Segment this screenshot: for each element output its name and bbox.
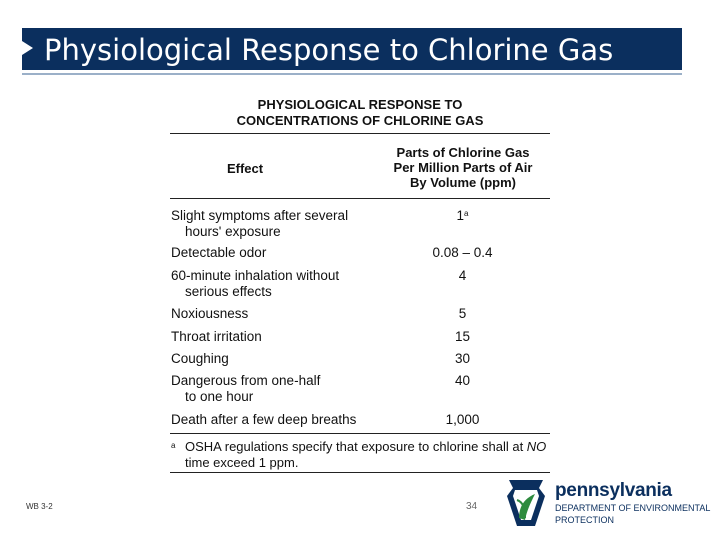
- table-top-rule: [170, 133, 550, 134]
- row-effect-line1: Noxiousness: [171, 306, 249, 321]
- row-effect-line2: hours' exposure: [185, 224, 281, 239]
- row-effect-line1: Throat irritation: [171, 329, 262, 344]
- row-effect-line1: Dangerous from one-half: [171, 373, 321, 388]
- table-row: [171, 268, 381, 300]
- slide-title: Physiological Response to Chlorine Gas: [44, 33, 614, 67]
- row-effect-line1: Death after a few deep breaths: [171, 412, 357, 427]
- table-title-line2: CONCENTRATIONS OF CHLORINE GAS: [236, 113, 484, 128]
- column-header-ppm: [378, 145, 548, 190]
- row-value: 5: [458, 306, 467, 321]
- footnote-superscript: a: [464, 209, 469, 218]
- row-effect-line1: Slight symptoms after several: [171, 208, 349, 223]
- row-value: 1,000: [445, 412, 480, 427]
- footnote-emphasis: NO: [526, 439, 547, 454]
- table-header-rule: [170, 198, 550, 199]
- bullet-arrow-icon: [22, 41, 33, 55]
- row-value: 4: [458, 268, 467, 283]
- page-number: 34: [466, 501, 478, 512]
- row-effect-line1: Coughing: [171, 351, 229, 366]
- table-footnote-rule: [170, 472, 550, 473]
- department-line1: DEPARTMENT OF ENVIRONMENTAL: [555, 503, 711, 513]
- table-title: [170, 97, 550, 129]
- department-line2: PROTECTION: [555, 515, 615, 525]
- table-row: [171, 351, 381, 367]
- table-row: [171, 373, 381, 405]
- footnote-part1: OSHA regulations specify that exposure to chlorine shall at: [185, 439, 527, 454]
- table-row: [171, 329, 381, 345]
- table-row: [171, 412, 381, 428]
- table-row: [171, 306, 381, 322]
- row-value-text: 1: [456, 208, 465, 223]
- table-row: [171, 245, 381, 261]
- title-divider: [22, 73, 682, 75]
- row-effect-line1: Detectable odor: [171, 245, 267, 260]
- row-effect-line1: 60-minute inhalation without: [171, 268, 340, 283]
- footnote-part2: time exceed 1 ppm.: [185, 455, 299, 470]
- row-effect-line2: to one hour: [185, 389, 254, 404]
- column-header-ppm-line2: Per Million Parts of Air: [393, 160, 533, 175]
- table-footnote: [171, 439, 556, 471]
- column-header-ppm-line1: Parts of Chlorine Gas: [396, 145, 530, 160]
- row-value: 0.08 – 0.4: [432, 245, 493, 260]
- row-value: 30: [454, 351, 471, 366]
- slide-code: WB 3-2: [26, 502, 53, 511]
- pennsylvania-keystone-logo-icon: [505, 478, 547, 528]
- row-value: [390, 208, 535, 224]
- column-header-ppm-line3: By Volume (ppm): [410, 175, 516, 190]
- row-effect-line2: serious effects: [185, 284, 272, 299]
- column-header-effect: Effect: [226, 161, 264, 176]
- row-value: 15: [454, 329, 471, 344]
- table-row: [171, 208, 381, 240]
- table-title-line1: PHYSIOLOGICAL RESPONSE TO: [257, 97, 463, 112]
- row-value: 40: [454, 373, 471, 388]
- footnote-text: [171, 439, 556, 471]
- footnote-mark: a: [171, 441, 176, 450]
- brand-name: pennsylvania: [555, 480, 672, 501]
- table-bottom-rule: [170, 433, 550, 434]
